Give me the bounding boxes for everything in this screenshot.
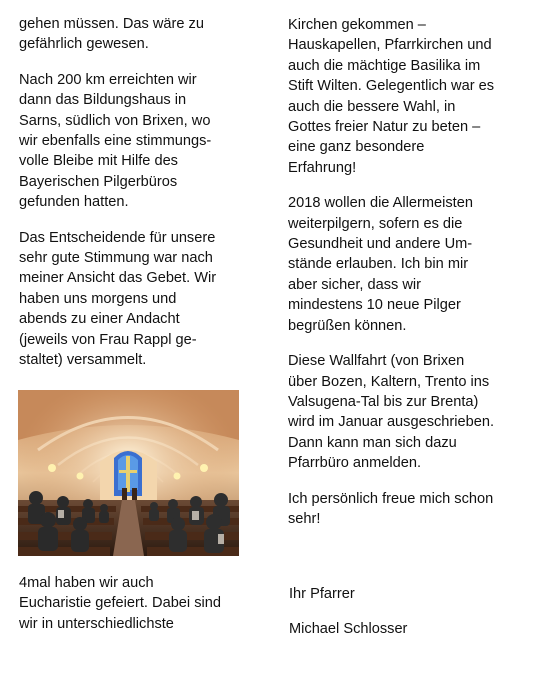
signature-greeting: Ihr Pfarrer (289, 586, 355, 602)
photo-caption-text: 4mal haben wir auch Eucharistie gefeiert. Dabei sind wir in unterschiedlichste (19, 575, 221, 632)
left-paragraph-3: Das Entscheidende für unsere sehr gute Stimmung war nach meiner Ansicht das Gebet. Wir haben uns morgens und abends zu einer Andacht (jeweils von Frau Rappl ge- staltet) versammelt. (19, 229, 217, 369)
right-paragraph-2: 2018 wollen die Allermeisten weiterpilgern, sofern es die Gesundheit und andere Um- stände erlauben. Ich bin mir aber sicher, dass wir mindestens 10 neue Pilger begrüßen können. (288, 195, 473, 334)
right-paragraph-1: Kirchen gekommen – Hauskapellen, Pfarrkirchen und auch die mächtige Basilika im Stift Wilten. Gelegentlich war es auch die bessere Wahl, in Gottes freier Natur zu beten – eine ganz besondere Erfahrung! (288, 17, 495, 176)
left-column (19, 14, 247, 386)
left-paragraph-1: gehen müssen. Das wäre zu gefährlich gewesen. (19, 16, 204, 53)
right-column (288, 15, 520, 544)
right-paragraph-3: Diese Wallfahrt (von Brixen über Bozen, Kaltern, Trento ins Valsugena-Tal bis zur Brenta) wird im Januar ausgeschrieben. Dann kann man sich dazu Pfarrbüro anmelden. (288, 353, 495, 472)
signature-name: Michael Schlosser (289, 621, 408, 637)
chapel-interior-photo (18, 390, 239, 556)
right-paragraph-4: Ich persönlich freue mich schon sehr! (288, 490, 494, 527)
left-paragraph-2: Nach 200 km erreichten wir dann das Bildungshaus in Sarns, südlich von Brixen, wo wir ebenfalls eine stimmungs- volle Bleibe mit Hilfe des Bayerischen Pilgerbüros gefunden hatten. (19, 71, 212, 211)
